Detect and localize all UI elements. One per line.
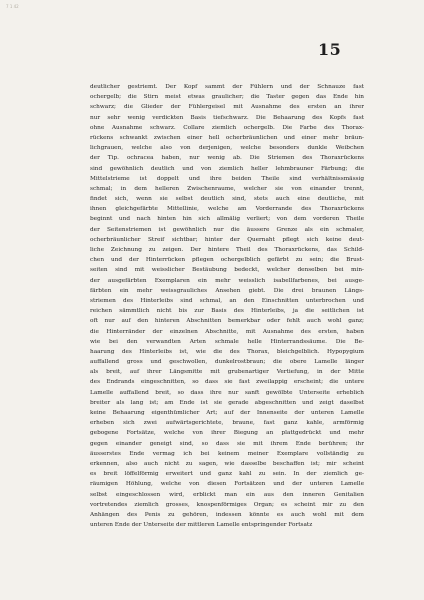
text-line: findet sich, wenn sie selbst deutlich sind, stets auch eine deutliche, mit <box>90 196 364 203</box>
text-line: seiten sind mit weisslicher Bestäubung bedeckt, welcher denselben bei min- <box>90 267 364 274</box>
text-line: striemen des Hinterleibs sind schmal, an den Einschnitten unterbrochen und <box>90 297 364 304</box>
text-line: beginnt und nach hinten hin sich allmälig verliert; von dem vorderen Theile <box>90 216 364 223</box>
text-line: lichgrauen, welche also von derjenigen, welche besonders dunkle Weibchen <box>90 145 364 152</box>
library-corner-mark: 7 1 42 <box>6 4 19 9</box>
page-number: 15 <box>318 40 342 59</box>
text-line: oft nur auf den hinteren Abschnitten bemerkbar oder fehlt auch wohl ganz; <box>90 318 364 325</box>
text-line: breiter als lang ist; am Ende ist sie gerade abgeschnitten und zeigt daselbst <box>90 399 364 406</box>
text-line: keine Behaarung eigenthümlicher Art; auf der Innenseite der unteren Lamelle <box>90 410 364 416</box>
text-line: wie bei den verwandten Arten schmale helle Hinterrandssäume. Die Be- <box>90 338 364 345</box>
text-line: liche Zeichnung zu zeigen. Der hintere Theil des Thoraxrückens, das Schild- <box>90 247 364 253</box>
text-line: schmal; in dem helleren Zwischenraume, welcher sie von einander trennt, <box>90 185 364 192</box>
text-line: der ausgefärbten Exemplaren ein mehr weisslich isabellfarbenes, bei ausge- <box>90 277 364 284</box>
text-line: reichen sämmtlich nicht bis zur Basis des Hinterleibs, ja die seitlichen ist <box>90 308 364 315</box>
text-line: Mittelstrieme ist doppelt und ihre beiden Theile sind verhältnissmässig <box>90 175 364 182</box>
body-text <box>90 82 364 530</box>
text-line: färbten ein mehr weissgrauliches Ansehen giebt. Die drei braunen Längs- <box>90 287 364 294</box>
text-line: Anhängen des Penis zu gehören, indessen könnte es auch wohl mit dem <box>90 511 364 518</box>
text-line: gebogene Fortsätze, welche von ihrer Biegung an plattgedrückt und mehr <box>90 430 364 437</box>
text-line: erheben sich zwei aufwärtsgerichtete, braune, fast ganz kahle, armförmig <box>90 420 364 427</box>
text-line: ohne Ausnahme schwarz. Collare ziemlich ochergelb. Die Farbe des Thorax- <box>90 124 364 131</box>
text-line: auffallend gross und geschwollen, dunkelrostbraun; die obere Lamelle länger <box>90 359 364 366</box>
text-line: des Endrands eingeschnitten, so dass sie fast zweilappig erscheint; die untere <box>90 379 364 386</box>
text-line: nur sehr wenig verdickten Basis tiefschwarz. Die Behaarung des Kopfs fast <box>90 114 364 121</box>
text-line: räumigen Höhlung, welche von diesen Fortsätzen und der unteren Lamelle <box>90 481 364 488</box>
text-line: der Tip. ochracea haben, nur wenig ab. Die Striemen des Thoraxrückens <box>90 155 364 162</box>
text-line: ihnen gleichgefärbte Mittellinie, welche am Vorderrande des Thoraxrückens <box>90 206 364 213</box>
text-line: schwarz; die Glieder der Fühlergeisel mit Ausnahme des ersten an ihrer <box>90 104 364 111</box>
text-line: selbst eingeschlossen wird, erblickt man ein aus den inneren Genitalien <box>90 491 364 498</box>
text-line: die Hinterränder der einzelnen Abschnitte, mit Ausnahme des ersten, haben <box>90 328 364 335</box>
text-line: vortretendes ziemlich grosses, knospenförmiges Organ; es scheint mir zu den <box>90 501 364 508</box>
text-line: ochergelb; die Stirn meist etwas graulicher; die Taster gegen das Ende hin <box>90 94 364 101</box>
text-line: äusserstes Ende vermag ich bei keinem meiner Exemplare vollständig zu <box>90 450 364 457</box>
text-line: ocherbräunlicher Streif sichtbar; hinter der Quernaht pflegt sich keine deut- <box>90 236 364 243</box>
text-line: es breit löffelförmig erweitert und ganz kahl zu sein. In der ziemlich ge- <box>90 471 364 478</box>
text-line: erkennen, also auch nicht zu sagen, wie dasselbe beschaffen ist; mir scheint <box>90 460 364 467</box>
text-line: gegen einander geneigt sind, so dass sie mit ihrem Ende berühren; ihr <box>90 440 364 447</box>
text-line: als breit, auf ihrer Längsmitte mit grubenartiger Vertiefung, in der Mitte <box>90 369 364 376</box>
text-line: haarung des Hinterleibs ist, wie die des Thorax, bleichgelblich. Hypopygium <box>90 348 364 355</box>
text-line: unteren Ende der Unterseite der mittleren Lamelle entspringender Fortsatz <box>90 522 313 529</box>
text-line: chen und der Hinterrücken pflegen ochergelblich gefärbt zu sein; die Brust- <box>90 257 364 264</box>
text-line: der Seitenstriemen ist gewöhnlich nur die äussere Grenze als ein schmaler, <box>90 226 364 233</box>
text-line: deutlicher gestriemt. Der Kopf sammt der Fühlern und der Schnauze fast <box>90 84 364 90</box>
text-line: rückens schwankt zwischen einer hell ocherbräunlichen und einer mehr bräun- <box>90 134 364 141</box>
text-line: sind gewöhnlich deutlich und von ziemlich heller lehmbrauner Färbung; die <box>90 165 364 172</box>
text-line: Lamelle auffallend breit, so dass ihre nur sanft gewölbte Unterseite erheblich <box>90 389 364 396</box>
